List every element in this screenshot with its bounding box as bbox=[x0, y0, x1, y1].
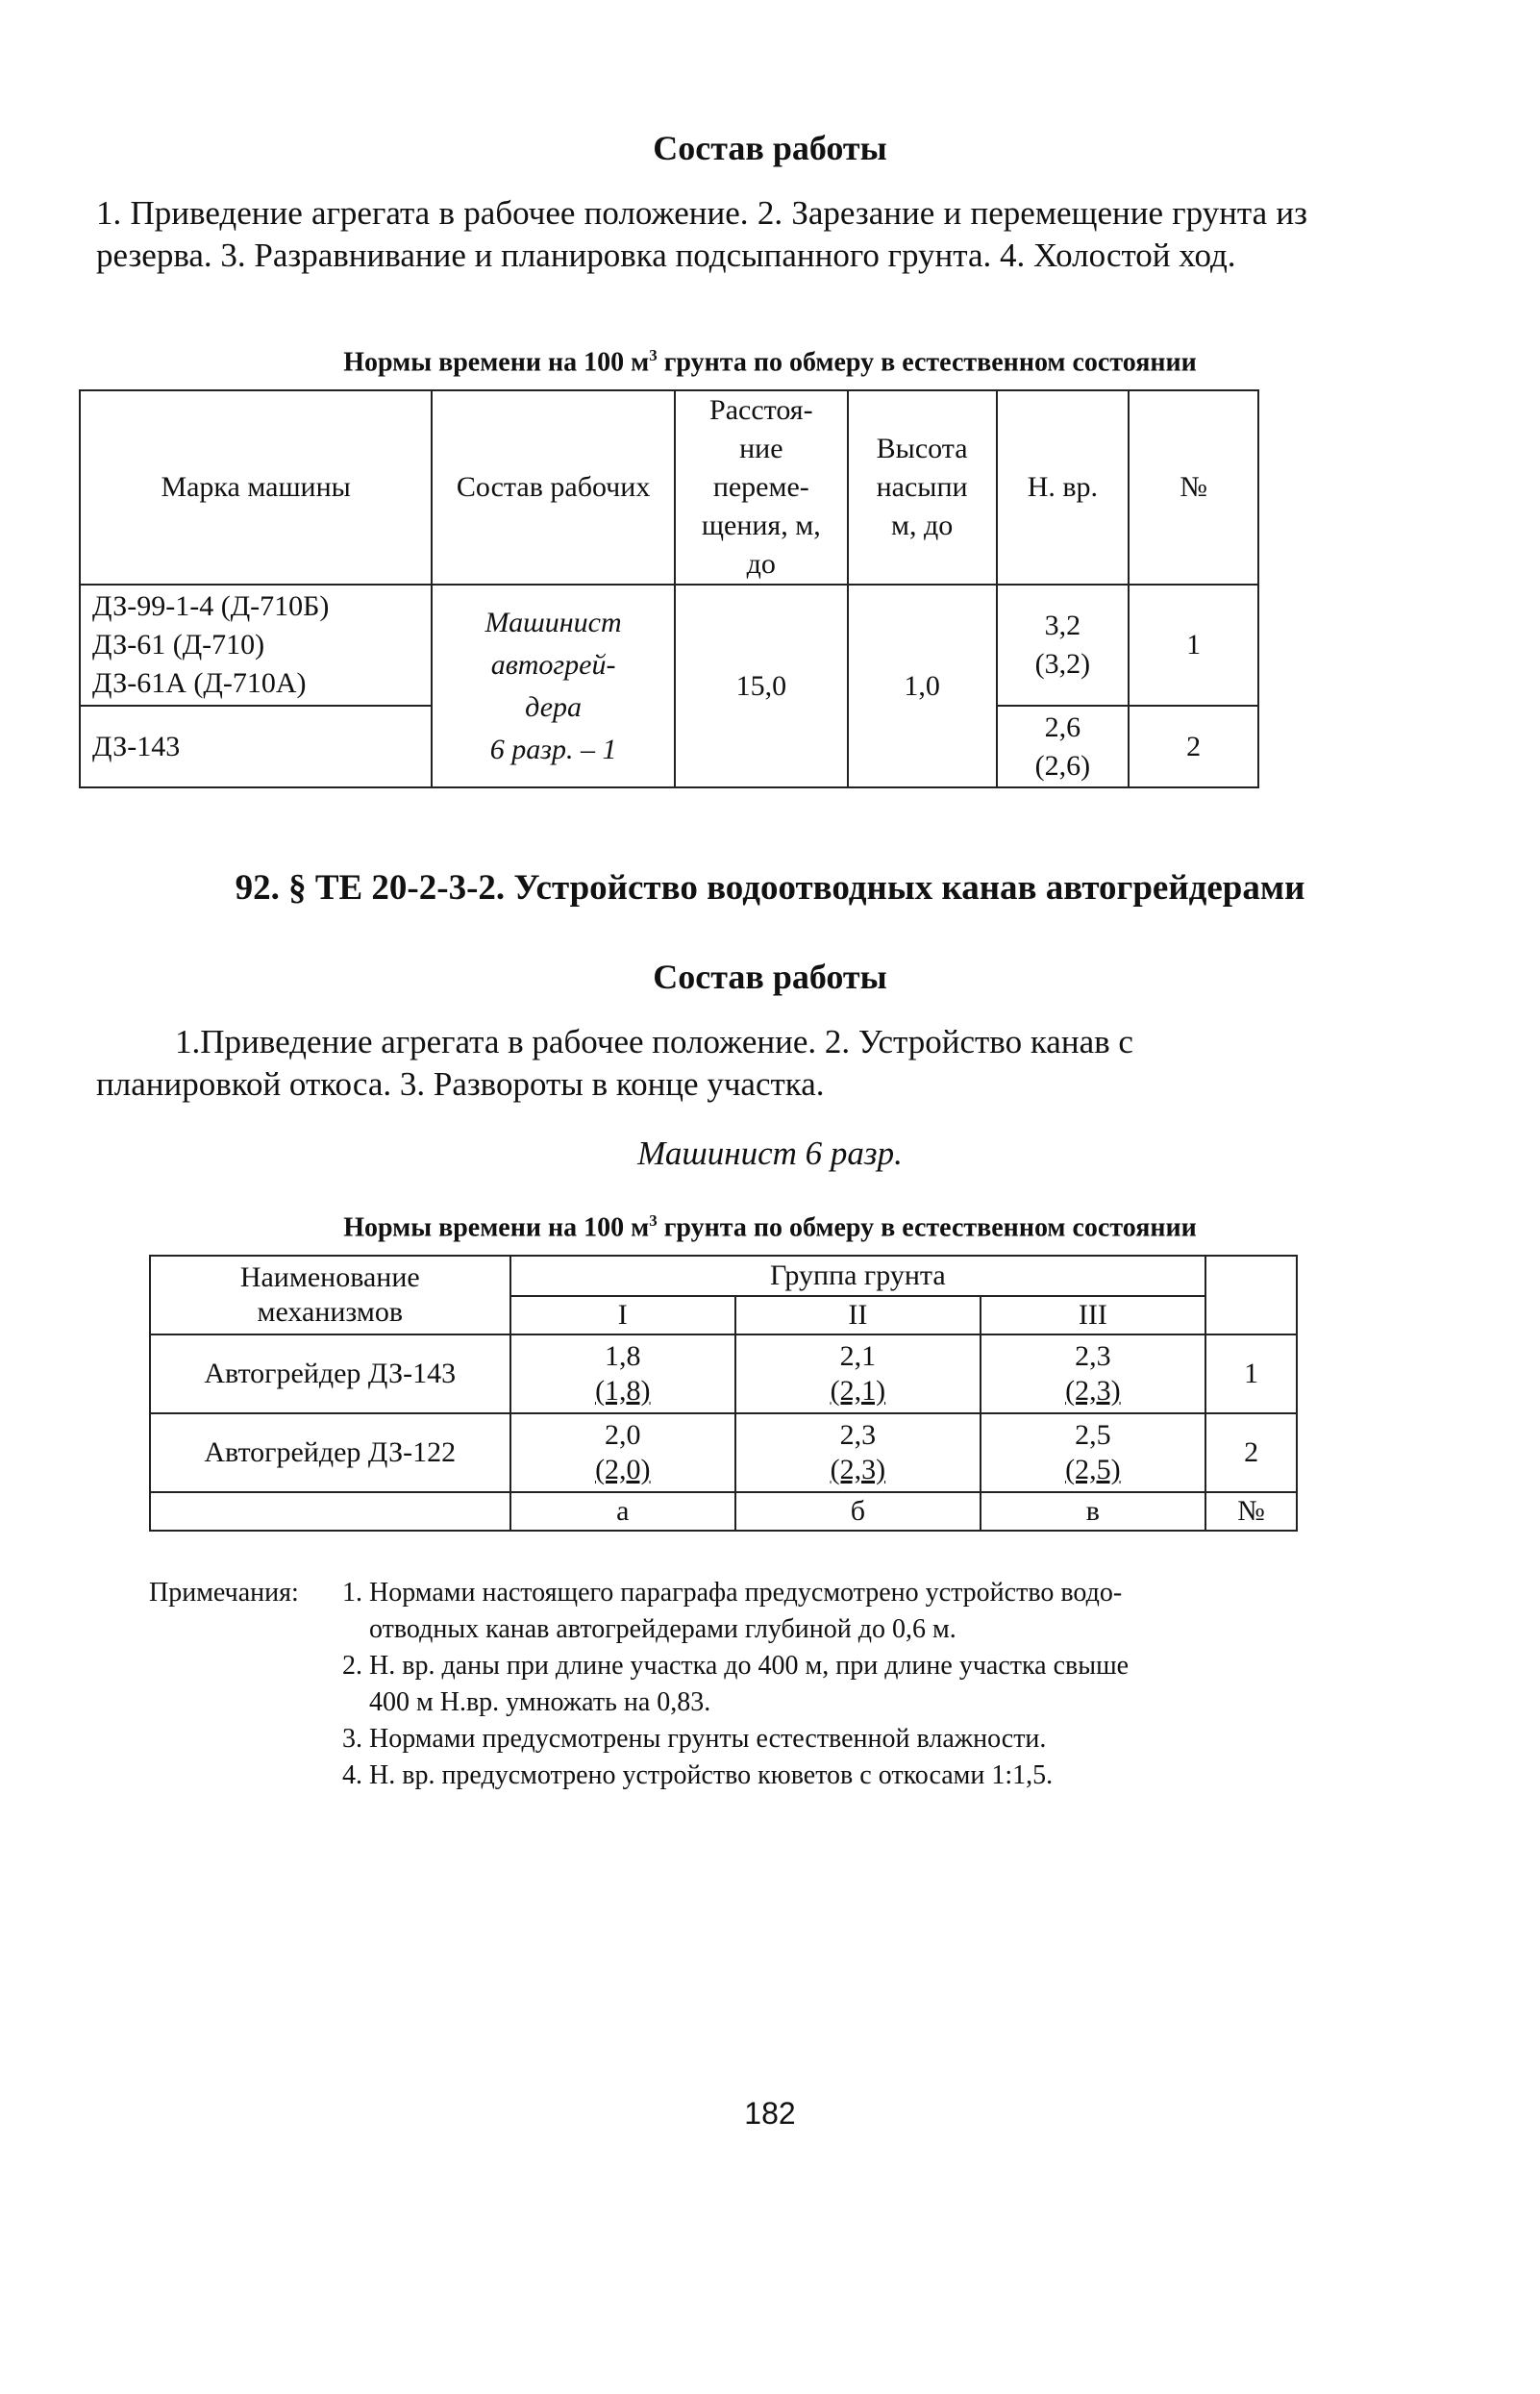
caption-text: Нормы времени на 100 м bbox=[343, 1212, 650, 1243]
norm-paren: (2,6) bbox=[1034, 749, 1091, 782]
caption-text-end: грунта по обмеру в естественном состоянии bbox=[657, 347, 1197, 378]
caption-text: Нормы времени на 100 м bbox=[343, 347, 650, 378]
norms-table-2 bbox=[149, 1255, 1298, 1532]
norm-value bbox=[997, 585, 1130, 706]
norm-paren: (2,0) bbox=[595, 1454, 651, 1485]
text-line: планировкой откоса. 3. Развороты в конце участка. bbox=[96, 1065, 825, 1103]
norm-main: 2,6 bbox=[1044, 711, 1081, 743]
norm-paren: (2,3) bbox=[1065, 1375, 1121, 1407]
header-line: насыпи bbox=[876, 471, 968, 503]
table2-caption bbox=[0, 1211, 1540, 1243]
column-letter: в bbox=[981, 1492, 1206, 1531]
note-line: 3. Нормами предусмотрены грунты естественной влажности. bbox=[342, 1724, 1047, 1754]
note-item bbox=[342, 1721, 1304, 1758]
distance-value: 15,0 bbox=[675, 585, 848, 787]
group-label: I bbox=[510, 1296, 736, 1334]
norm-main: 1,8 bbox=[605, 1340, 641, 1372]
norm-value bbox=[510, 1334, 736, 1413]
row-number: 1 bbox=[1129, 585, 1258, 706]
blank-cell bbox=[150, 1492, 510, 1531]
header-line: Расстоя- bbox=[709, 394, 813, 426]
group-label: III bbox=[981, 1296, 1206, 1334]
note-line: 400 м Н.вр. умножать на 0,83. bbox=[369, 1687, 711, 1717]
machine-group-1 bbox=[80, 585, 432, 706]
note-line: 1. Нормами настоящего параграфа предусмотрено устройство водо- bbox=[342, 1578, 1123, 1608]
height-value: 1,0 bbox=[848, 585, 997, 787]
notes-list bbox=[342, 1575, 1304, 1794]
column-letter: б bbox=[735, 1492, 981, 1531]
note-line: 4. Н. вр. предусмотрено устройство кюветов с откосами 1:1,5. bbox=[342, 1760, 1054, 1790]
crew-line: Машинист bbox=[484, 606, 622, 638]
table1-caption bbox=[0, 346, 1540, 378]
machine-group-2: ДЗ-143 bbox=[80, 706, 432, 787]
norm-value bbox=[735, 1334, 981, 1413]
header-line: щения, м, bbox=[701, 510, 821, 541]
work-composition-text: 1. Приведение агрегата в рабочее положение. 2. Зарезание и перемещение грунта из резерва. 3. Разравнивание и планировка подсыпанного грунта. 4. Холостой ход. bbox=[96, 194, 1307, 274]
table-row bbox=[150, 1334, 1297, 1413]
page-number: 182 bbox=[744, 2096, 796, 2131]
norm-main: 2,3 bbox=[839, 1419, 877, 1451]
header-norm: Н. вр. bbox=[997, 390, 1130, 585]
crew-note: Машинист 6 разр. bbox=[637, 1135, 903, 1172]
norm-main: 2,0 bbox=[605, 1419, 641, 1451]
note-item bbox=[342, 1575, 1304, 1648]
header-height bbox=[848, 390, 997, 585]
norm-paren: (2,3) bbox=[830, 1454, 886, 1485]
row-number: 2 bbox=[1205, 1413, 1297, 1492]
header-line: м, до bbox=[890, 510, 954, 541]
norm-value bbox=[981, 1334, 1206, 1413]
norm-value bbox=[981, 1413, 1206, 1492]
mechanism-name: Автогрейдер ДЗ-122 bbox=[150, 1413, 510, 1492]
norm-value bbox=[997, 706, 1130, 787]
table-header-row bbox=[80, 390, 1258, 585]
table-row bbox=[80, 585, 1258, 706]
norm-paren: (2,5) bbox=[1065, 1454, 1121, 1485]
header-machine: Марка машины bbox=[80, 390, 432, 585]
norm-paren: (3,2) bbox=[1034, 648, 1091, 680]
header-line: Наименование bbox=[239, 1261, 420, 1293]
norm-main: 2,3 bbox=[1075, 1340, 1111, 1372]
crew-line: дера bbox=[525, 690, 583, 723]
norm-value bbox=[510, 1413, 736, 1492]
crew-cell bbox=[432, 585, 675, 787]
group-label: II bbox=[735, 1296, 981, 1334]
crew-line: 6 разр. – 1 bbox=[489, 733, 617, 765]
norm-main: 2,5 bbox=[1075, 1419, 1111, 1451]
mechanism-name: Автогрейдер ДЗ-143 bbox=[150, 1334, 510, 1413]
machine-name: ДЗ-61А (Д-710А) bbox=[92, 667, 307, 699]
table-header-row bbox=[150, 1256, 1297, 1296]
notes-label: Примечания: bbox=[149, 1578, 299, 1608]
header-line: Высота bbox=[876, 433, 968, 464]
row-number: 2 bbox=[1129, 706, 1258, 787]
norm-value bbox=[735, 1413, 981, 1492]
note-line: 2. Н. вр. даны при длине участка до 400 м, при длине участка свыше bbox=[342, 1651, 1130, 1681]
note-item bbox=[342, 1758, 1304, 1794]
paragraph-title: 92. § ТЕ 20-2-3-2. Устройство водоотводных канав автогрейдерами bbox=[235, 868, 1305, 908]
header-distance bbox=[675, 390, 848, 585]
table-footer-row bbox=[150, 1492, 1297, 1531]
header-soil-group: Группа грунта bbox=[510, 1256, 1206, 1296]
machine-name: ДЗ-61 (Д-710) bbox=[92, 629, 265, 661]
section-heading: Состав работы bbox=[653, 958, 887, 996]
text-line: 1.Приведение агрегата в рабочее положение. 2. Устройство канав с bbox=[175, 1023, 1133, 1060]
crew-line: автогрей- bbox=[490, 648, 616, 681]
norm-main: 2,1 bbox=[839, 1340, 877, 1372]
header-blank bbox=[1205, 1256, 1297, 1334]
caption-sup: 3 bbox=[649, 346, 658, 364]
norms-table-1 bbox=[79, 389, 1259, 788]
machine-name: ДЗ-99-1-4 (Д-710Б) bbox=[92, 590, 330, 622]
row-number: 1 bbox=[1205, 1334, 1297, 1413]
work-composition-text bbox=[96, 1021, 1307, 1106]
note-item bbox=[342, 1648, 1304, 1721]
header-line: переме- bbox=[712, 471, 809, 503]
header-name bbox=[150, 1256, 510, 1334]
caption-sup: 3 bbox=[649, 1211, 658, 1230]
caption-text-end: грунта по обмеру в естественном состоянии bbox=[657, 1212, 1197, 1243]
header-line: до bbox=[746, 548, 776, 580]
header-number: № bbox=[1129, 390, 1258, 585]
column-letter: а bbox=[510, 1492, 736, 1531]
table-row bbox=[150, 1413, 1297, 1492]
header-line: ние bbox=[739, 433, 783, 464]
norm-main: 3,2 bbox=[1044, 610, 1081, 641]
header-line: механизмов bbox=[257, 1296, 404, 1328]
section-heading: Состав работы bbox=[653, 129, 887, 167]
note-line: отводных канав автогрейдерами глубиной до 0,6 м. bbox=[369, 1614, 956, 1644]
header-crew: Состав рабочих bbox=[432, 390, 675, 585]
number-label: № bbox=[1205, 1492, 1297, 1531]
norm-paren: (1,8) bbox=[595, 1375, 651, 1407]
norm-paren: (2,1) bbox=[830, 1375, 886, 1407]
